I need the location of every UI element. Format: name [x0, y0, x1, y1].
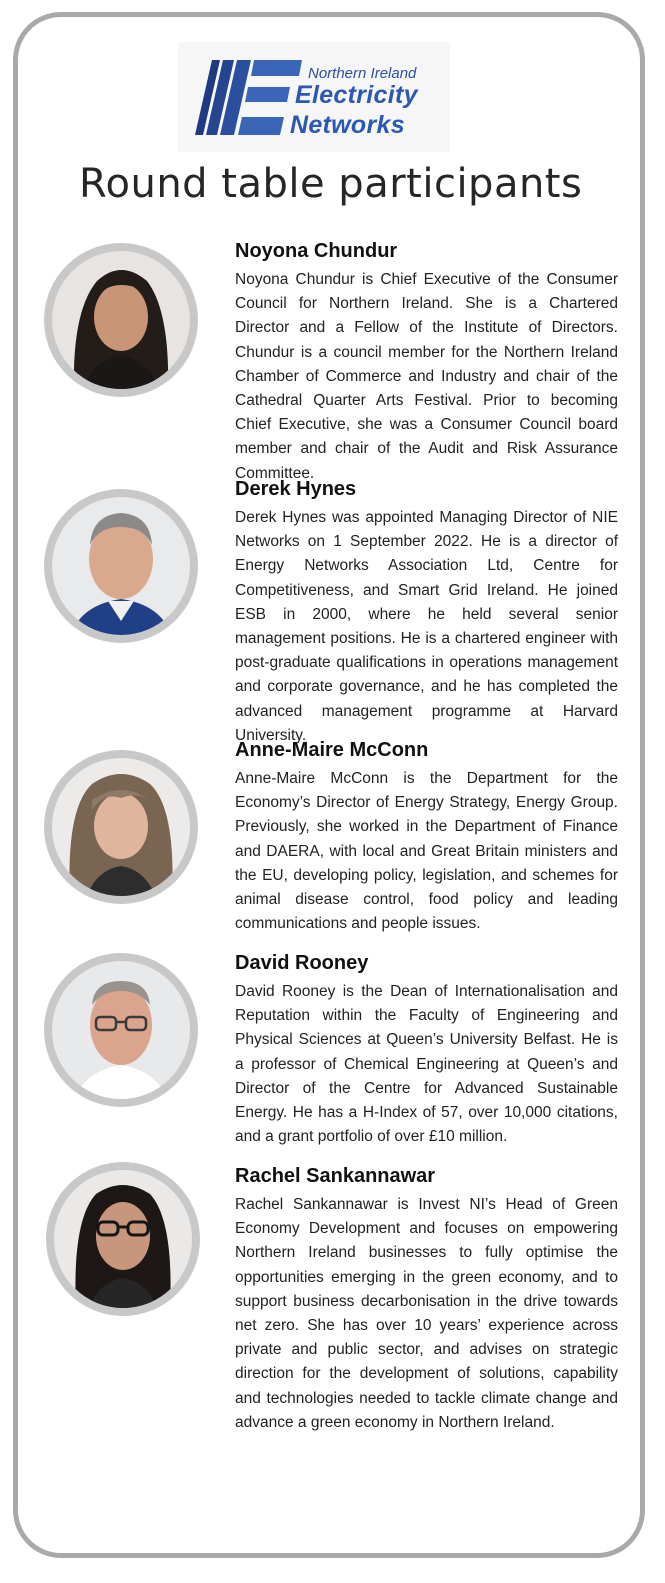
- participant-bio: Noyona Chundur is Chief Executive of the Consumer Council for Northern Ireland. She is a Chartered Director and a Fellow of the Institute of Directors. Chundur is a council member for the Northern Ireland Chamber of Commerce and Industry and chair of the Cathedral Quarter Arts Festival. Prior to becoming Chief Executive, she was a Consumer Council board member and chair of the Audit and Risk Assurance Committee.: [235, 271, 618, 482]
- portrait-photo-icon: [52, 758, 190, 896]
- participant-name: Noyona Chundur: [235, 240, 398, 262]
- participant-name: Anne-Maire McConn: [235, 739, 429, 761]
- page-title: Round table participants: [79, 161, 583, 207]
- logo-line-3: Networks: [290, 111, 405, 139]
- participant-bio: David Rooney is the Dean of Internationalisation and Reputation within the Faculty of Engineering and Physical Sciences at Queen’s University Belfast. He is a professor of Chemical Engineering at Queen’s and Director of the Centre for Advanced Sustainable Energy. He has a H-Index of 57, over 10,000 citations, and a grant portfolio of over £10 million.: [235, 983, 618, 1146]
- logo-line-1: Northern Ireland: [308, 65, 417, 82]
- avatar-rachel-sankannawar: [46, 1162, 200, 1316]
- participant-name: Derek Hynes: [235, 478, 357, 500]
- portrait-photo-icon: [52, 961, 190, 1099]
- participant-bio: Anne-Maire McConn is the Department for the Economy’s Director of Energy Strategy, Energy Group. Previously, she worked in the Department of Finance and DAERA, with local and Great Britain ministers and the EU, developing policy, legislation, and schemes for animal disease control, food policy and leading communications and people issues.: [235, 770, 618, 933]
- portrait-photo-icon: [52, 251, 190, 389]
- avatar-anne-maire-mcconn: [44, 750, 198, 904]
- avatar-david-rooney: [44, 953, 198, 1107]
- avatar-noyona-chundur: [44, 243, 198, 397]
- logo-line-2: Electricity: [295, 81, 418, 109]
- participant-name: Rachel Sankannawar: [235, 1165, 436, 1187]
- avatar-derek-hynes: [44, 489, 198, 643]
- participant-name: David Rooney: [235, 952, 369, 974]
- portrait-photo-icon: [52, 497, 190, 635]
- participant-bio: Derek Hynes was appointed Managing Director of NIE Networks on 1 September 2022. He is a director of Energy Networks Association Ltd, Centre for Competitiveness, and Smart Grid Ireland. He joined ESB in 2000, where he held several senior management positions. He is a chartered engineer with post-graduate qualifications in operations management and corporate governance, and he has completed the advanced management programme at Harvard University.: [235, 509, 618, 744]
- participant-bio: Rachel Sankannawar is Invest NI’s Head of Green Economy Development and focuses on empowering Northern Ireland businesses to fully optimise the opportunities emerging in the green economy, and to support business decarbonisation in the drive towards net zero. She has over 10 years’ experience across private and public sector, and advises on strategic direction for the development of solutions, capability and technologies needed to tackle climate change and advance a green economy in Northern Ireland.: [235, 1196, 618, 1431]
- nie-networks-logo: [178, 42, 450, 152]
- portrait-photo-icon: [54, 1170, 192, 1308]
